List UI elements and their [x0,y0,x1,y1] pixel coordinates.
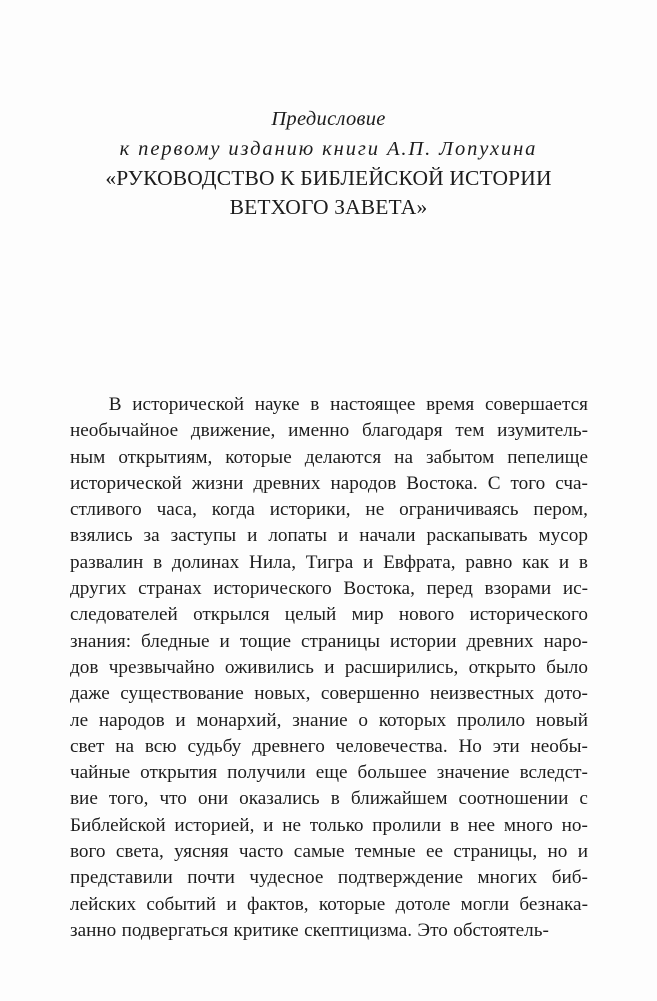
word: часа, [156,499,197,521]
body-line [70,734,588,760]
word: и [577,841,588,863]
word: темные [354,841,416,863]
word: скептицизма. [304,919,413,941]
word: раскапывать [426,525,528,547]
title-line-edition: к первому изданию книги А.П. Лопухина [119,138,538,160]
first-line-indent [70,392,98,418]
word: настоящее [330,394,416,415]
word: вие [70,788,98,810]
word: целый [284,604,337,626]
word: знание [292,709,348,731]
word: значение [436,762,510,784]
word: ее [425,841,444,863]
word: когда [211,499,255,521]
word: не [282,814,301,836]
word: пером, [533,499,588,521]
word: странах [138,578,202,600]
word: благодаря [362,420,443,442]
word: знания: [70,630,132,652]
word: пролило [456,709,526,731]
word: необы- [530,735,588,757]
word: Востока, [343,578,415,600]
word: Но [458,735,482,757]
word: в [330,788,340,810]
word: на [115,735,134,757]
word: еще [315,762,348,784]
body-line [70,392,588,418]
body-line [70,892,588,918]
word: пепелище [507,446,588,468]
word: движение, [190,420,276,442]
word: истории [389,630,457,652]
word: событий [146,893,217,915]
word: развалин [70,551,144,573]
word: которые [318,893,386,915]
word: того, [108,788,149,810]
word: чудесное [249,867,324,889]
word: о [358,709,368,731]
word: пролили [372,814,442,836]
word: дов [70,656,99,678]
word: исторической [70,472,182,494]
word: как [522,551,550,573]
word: многих [477,867,538,889]
body-paragraph [70,392,588,944]
word: забытом [425,446,495,468]
word: критике [233,919,299,941]
title-line-preface: Предисловие [271,108,386,130]
word: новый [535,709,588,731]
word: новых, [254,683,311,705]
word: страницы, [453,841,538,863]
word: эти [492,735,520,757]
word: они [197,788,229,810]
word: мусор [538,525,588,547]
word: вследст- [519,762,588,784]
word: Библейской [70,814,166,836]
body-line [70,865,588,891]
word: почти [187,867,235,889]
word: Это [417,919,448,941]
word: ным [70,446,106,468]
word: ле [70,709,89,731]
word: взялись [70,525,133,547]
word: долинах [171,551,240,573]
word: не [365,499,385,521]
word: в [310,394,320,415]
word: Нила, [248,551,296,573]
word: вого [70,841,106,863]
word: представили [70,867,173,889]
word: и [558,551,570,573]
word: оказались [239,788,320,810]
word: и [247,525,258,547]
word: начали [359,525,416,547]
word: за [143,525,160,547]
word: дото- [544,683,588,705]
word: открытиям, [118,446,213,468]
title-line-book-lower: ВЕТХОГО ЗАВЕТА» [229,195,428,219]
word: тощие [239,630,292,652]
word: изумитель- [497,420,588,442]
word: и [226,893,237,915]
word: всю [144,735,177,757]
word: лейских [70,893,137,915]
body-line [70,655,588,681]
word: расширились, [344,656,459,678]
word: наро- [543,630,588,652]
word: перед [426,578,473,600]
body-line [70,760,588,786]
word: жизни [191,472,244,494]
body-line [70,786,588,812]
word: могли [460,893,510,915]
body-line [70,839,588,865]
word: было [546,656,588,678]
word: сча- [555,472,588,494]
word: древнего [252,735,325,757]
word: оживились [224,656,314,678]
word: но [547,841,568,863]
word: свет [70,735,105,757]
word: Тигра [305,551,354,573]
word: науке [254,394,300,415]
word: ис- [562,578,588,600]
page-title [0,104,657,222]
word: много [503,814,553,836]
word: Востока. [406,472,478,494]
word: самые [293,841,345,863]
word: совершенно [320,683,420,705]
word: и [363,551,374,573]
word: древних [466,630,534,652]
word: стливого [70,499,142,521]
word: дотоле [395,893,451,915]
word: мир [351,604,384,626]
word: на [394,446,413,468]
word: ближайшем [350,788,448,810]
body-line [70,418,588,444]
word: и [263,814,274,836]
word: исторического [213,578,332,600]
word: большее [357,762,427,784]
word: часто [238,841,284,863]
word: делаются [304,446,382,468]
word: историей, [174,814,255,836]
word: следователей [70,604,178,626]
word: равно [465,551,513,573]
word: бледные [141,630,210,652]
word: что [159,788,187,810]
word: именно [288,420,350,442]
word: чрезвычайно [108,656,215,678]
body-line [70,602,588,628]
word: монархий, [196,709,282,731]
word: открытия [140,762,218,784]
word: подвергаться [121,919,229,941]
word: даже [70,683,110,705]
word: чайные [70,762,131,784]
word: тем [455,420,485,442]
word: с [579,788,588,810]
word: других [70,578,127,600]
word: заступы [170,525,237,547]
word: историки, [269,499,351,521]
word: В [108,394,122,415]
body-line [70,681,588,707]
word: и [338,525,349,547]
word: открыто [468,656,536,678]
word: существование [120,683,244,705]
word: безнака- [519,893,588,915]
word: в [153,551,163,573]
word: необычайное [70,420,179,442]
word: древних [253,472,321,494]
word: и [175,709,186,731]
word: но- [561,814,588,836]
word: совершается [484,394,588,415]
body-line [70,813,588,839]
word: С [487,472,501,494]
word: того [510,472,546,494]
word: в [449,814,459,836]
word: соотношении [458,788,569,810]
word: занно [70,919,117,941]
word: лопаты [268,525,328,547]
word: только [309,814,364,836]
word: обстоятель- [453,919,549,941]
word: человечества. [335,735,448,757]
body-line [70,708,588,734]
word: получили [227,762,306,784]
title-line-book-upper: «РУКОВОДСТВО К БИБЛЕЙСКОЙ ИСТОРИИ [105,166,552,190]
body-line [70,918,588,944]
word: открылся [193,604,270,626]
word: Евфрата, [383,551,456,573]
word: и [219,630,230,652]
word: света, [115,841,164,863]
word: страницы [301,630,380,652]
body-line [70,497,588,523]
word: исторической [132,394,245,415]
word: ограничиваясь [399,499,519,521]
word: время [426,394,475,415]
word: исторического [469,604,588,626]
body-line [70,550,588,576]
word: которых [378,709,447,731]
body-line [70,523,588,549]
word: неизвестных [430,683,535,705]
word: взорами [484,578,552,600]
word: подтверждение [337,867,463,889]
word: биб- [551,867,588,889]
word: народов [330,472,397,494]
word: в [578,551,588,573]
word: судьбу [187,735,242,757]
word: и [324,656,335,678]
word: нового [398,604,455,626]
word: народов [98,709,165,731]
word: нее [467,814,496,836]
word: фактов, [246,893,309,915]
word: которые [225,446,292,468]
body-line [70,629,588,655]
body-line [70,445,588,471]
body-line [70,471,588,497]
body-line [70,576,588,602]
word: уясняя [174,841,229,863]
